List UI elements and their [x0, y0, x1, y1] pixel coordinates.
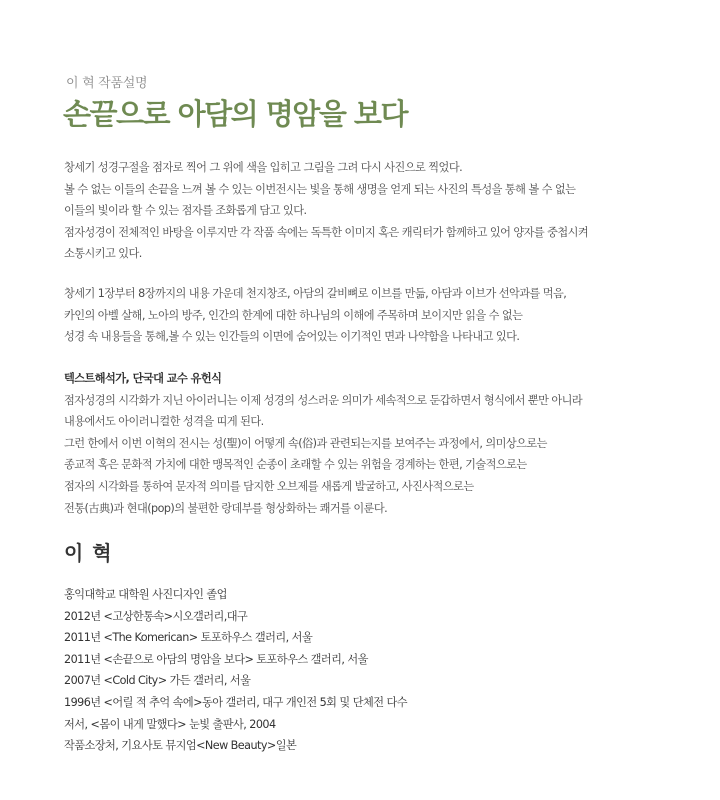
career-item: 저서, <몸이 내게 말했다> 눈빛 출판사, 2004 — [64, 717, 276, 731]
career-item: 2007년 <Cold City> 가든 갤러리, 서울 — [64, 674, 251, 688]
career-item: 1996년 <어릴 적 추억 속에>동아 갤러리, 대구 개인전 5회 및 단체전 다수 — [64, 695, 407, 709]
commentary-heading: 텍스트해석가, 단국대 교수 유헌식 — [64, 372, 222, 385]
artist-name-heading: 이 혁 — [64, 541, 113, 565]
page-title: 손끝으로 아담의 명암을 보다 — [63, 97, 407, 131]
career-item: 홍익대학교 대학원 사진디자인 졸업 — [64, 588, 227, 601]
career-item: 2011년 <손끝으로 아담의 명암을 보다> 토포하우스 갤러리, 서울 — [64, 652, 368, 666]
paragraph-line: 창세기 성경구절을 점자로 찍어 그 위에 색을 입히고 그림을 그려 다시 사진으로 찍었다. — [64, 161, 463, 174]
paragraph-line: 이들의 빛이라 할 수 있는 점자를 조화롭게 담고 있다. — [64, 204, 307, 218]
description-paragraph-2 — [64, 283, 566, 348]
commentary-line: 그런 한에서 이번 이혁의 전시는 성(聖)이 어떻게 속(俗)과 관련되는지를 보여주는 과정에서, 의미상으로는 — [64, 436, 547, 450]
description-paragraph-1 — [64, 157, 588, 265]
page-subtitle: 이 혁 작품설명 — [66, 76, 148, 91]
commentary-section — [64, 368, 582, 519]
artist-career-list — [64, 584, 407, 757]
paragraph-line: 소통시키고 있다. — [64, 247, 142, 261]
career-item: 2011년 <The Komerican> 토포하우스 갤러리, 서울 — [64, 631, 313, 645]
commentary-line: 전통(古典)과 현대(pop)의 불편한 랑데부를 형상화하는 쾌거를 이룬다. — [64, 501, 388, 515]
commentary-line: 종교적 혹은 문화적 가치에 대한 맹목적인 순종이 초래할 수 있는 위험을 경계하는 한편, 기술적으로는 — [64, 458, 527, 472]
career-item: 작품소장처, 기요사토 뮤지엄<New Beauty>일본 — [64, 739, 297, 753]
paragraph-line: 점자성경이 전체적인 바탕을 이루지만 각 작품 속에는 독특한 이미지 혹은 캐릭터가 함께하고 있어 양자를 중첩시켜 — [64, 225, 589, 239]
paragraph-line: 카인의 아벨 살해, 노아의 방주, 인간의 한계에 대한 하나님의 이해에 주목하며 보이지만 읽을 수 없는 — [64, 308, 523, 322]
paragraph-line: 창세기 1장부터 8장까지의 내용 가운데 천지창조, 아담의 갈비뼈로 이브를 만듦, 아담과 이브가 선악과를 먹음, — [64, 287, 567, 300]
paragraph-line: 볼 수 없는 이들의 손끝을 느껴 볼 수 있는 이번전시는 빛을 통해 생명을 얻게 되는 사진의 특성을 통해 볼 수 없는 — [64, 182, 576, 196]
commentary-line: 점자성경의 시각화가 지닌 아이러니는 이제 성경의 성스러운 의미가 세속적으로 둔갑하면서 형식에서 뿐만 아니라 — [64, 393, 583, 407]
commentary-line: 내용에서도 아이러니컬한 성격을 띠게 된다. — [64, 415, 264, 429]
career-item: 2012년 <고상한통속>시오갤러리,대구 — [64, 609, 248, 623]
paragraph-line: 성경 속 내용들을 통해,볼 수 있는 인간들의 이면에 숨어있는 이기적인 면과 나약함을 나타내고 있다. — [64, 330, 520, 344]
commentary-line: 점자의 시각화를 통하여 문자적 의미를 담지한 오브제를 새롭게 발굴하고, 사진사적으로는 — [64, 479, 474, 493]
